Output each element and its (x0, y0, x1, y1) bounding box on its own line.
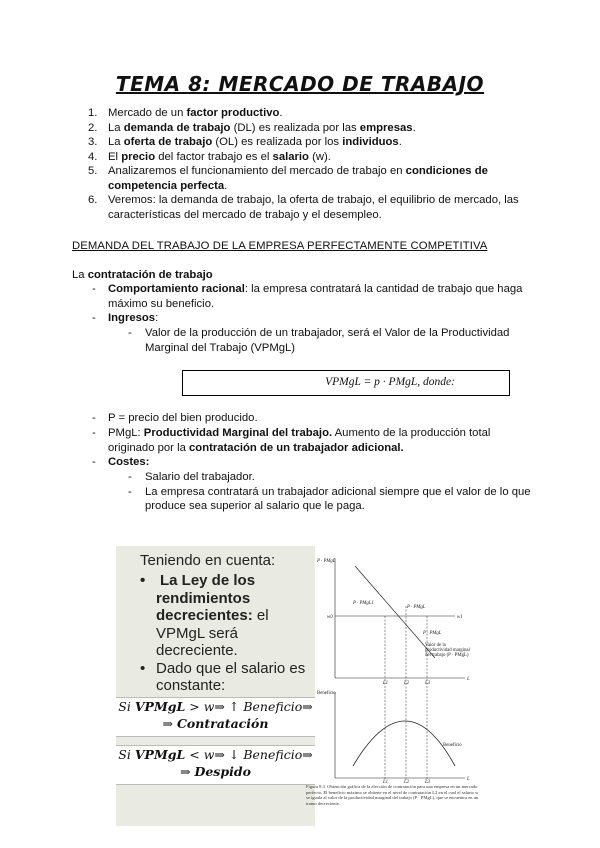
slide-bullet-2-line-1: Dado que el salario es (156, 659, 306, 677)
slide-bullet-1-line-5: decreciente. (156, 642, 238, 659)
list-number-4: 4. (88, 150, 98, 163)
cost-1: Salario del trabajador. (145, 471, 255, 483)
formula-box (182, 370, 510, 396)
section-title: DEMANDA DEL TRABAJO DE LA EMPRESA PERFECTAMENTE COMPETITIVA (72, 240, 488, 252)
w0-label: w0 (327, 615, 333, 620)
rule-hire-arrow: ⇒ (162, 716, 177, 731)
bottom-tick-l2: L2 (404, 780, 410, 785)
rule-fire-rest: < w⇒ ↓ Beneficio⇒ (185, 747, 313, 762)
dash-cost1: - (128, 471, 132, 483)
list-item-4-run-4: (w). (308, 150, 331, 163)
pmgl-line-2 (108, 441, 404, 456)
slide-bullet-1-dot: • (140, 572, 146, 589)
profit-curve (353, 721, 455, 766)
bottom-y-label: Beneficio (317, 691, 336, 696)
slide-bullet-1-line-1: La Ley de los (160, 572, 256, 589)
dash-income: - (92, 312, 96, 324)
bottom-tick-l1: L1 (383, 780, 389, 785)
list-item-5-line-2-run-1: . (224, 179, 228, 192)
top-y-label: P · PMgL (317, 559, 336, 564)
rational-line-2: máximo su beneficio. (108, 297, 215, 310)
list-item-3-run-1: oferta de trabajo (123, 136, 213, 148)
list-item-6-line-2-run-0: características del mercado de trabajo y el desempleo. (108, 208, 382, 221)
vpmgl-curve (355, 566, 435, 658)
list-item-3-run-0: La (108, 136, 124, 148)
slide-decrecientes: decrecientes: (156, 607, 253, 624)
slide-bullet-1-line-4: VPMgL será (156, 624, 238, 642)
rule-hire-line-2 (116, 715, 315, 732)
income-line (108, 311, 158, 326)
list-number-3: 3. (88, 136, 98, 148)
figure-caption: Figura 8.3. Obtención gráfica de la elección de contratación para una empresa en un mercado perfecto. El beneficio máximo se obtiene en el nivel de contratación L2 en el cual el salario w se iguala al valor de la productividad marginal del trabajo (P · PMgL), que se encuentra en un tramo decreciente. (306, 784, 479, 806)
bottom-x-label: L (467, 777, 470, 782)
cost-2-line-2: produce sea superior al salario que le paga. (145, 500, 365, 512)
pmgl-text: Aumento de la producción total (332, 427, 491, 439)
slide-bullet-1-line-3 (156, 607, 269, 625)
list-item-5-line-2 (108, 179, 528, 194)
list-item-2-run-4: . (412, 121, 416, 134)
rule-fire-line-2 (116, 763, 315, 780)
hiring-heading (72, 268, 213, 283)
list-item-5-line-1-run-0: Analizaremos el funcionamiento del mercado de trabajo en (108, 165, 406, 177)
list-item-3-run-2: (OL) es realizada por los (212, 136, 343, 148)
pmgl-prefix: PMgL: (108, 427, 144, 439)
formula-rhs: = p · PMgL, donde: (360, 376, 455, 388)
figure (116, 546, 497, 826)
pmgl-line (108, 426, 538, 441)
curve-desc-3: del trabajo (P · PMgL) (425, 653, 469, 658)
rule-hire-box (116, 697, 315, 737)
rule-hire-line-1 (116, 698, 315, 715)
rational-bold: Comportamiento racional (108, 283, 245, 295)
pmgl-line2-bold: contratación de un trabajador adicional. (189, 441, 404, 454)
list-item-1-run-2: . (279, 107, 283, 119)
income-colon: : (155, 312, 159, 324)
formula-text (325, 376, 455, 388)
pmgl-bold: Productividad Marginal del trabajo. (143, 427, 333, 439)
slide-bullet-2-dot: • (140, 659, 146, 677)
costs-bold: Costes: (108, 456, 150, 468)
cost-2-line-1: La empresa contratará un trabajador adicional siempre que el valor de lo que (145, 485, 531, 498)
slide-panel (116, 546, 315, 826)
list-number-2: 2. (88, 121, 98, 134)
dash-rational: - (92, 283, 96, 295)
slide-el: el (252, 607, 269, 624)
income-sub-2: Marginal del Trabajo (VPMgL) (145, 341, 296, 354)
intersection-label: P · PMgL (407, 605, 426, 610)
income-bold: Ingresos (108, 312, 156, 324)
hiring-prefix: La (72, 269, 88, 281)
rule-hire-result: Contratación (176, 716, 269, 731)
slide-heading: Teniendo en cuenta: (140, 552, 276, 569)
dash-costs: - (92, 456, 96, 468)
vpmgl-left-label: P · PMgL1 (353, 601, 374, 606)
curve-desc-1: Valor de la (425, 643, 446, 648)
dash-pmgl: - (92, 427, 96, 439)
list-item-2-run-1: demanda de trabajo (123, 121, 231, 134)
list-item-3-run-4: . (398, 136, 402, 148)
list-number-5: 5. (88, 165, 98, 177)
w1-label: w1 (457, 615, 463, 620)
p-definition: P = precio del bien producido. (108, 412, 258, 424)
list-item-4-run-3: salario (272, 150, 309, 163)
rule-fire-arrow: ⇒ (180, 764, 195, 779)
top-x-label: L (467, 677, 470, 682)
list-item-2-run-0: La (108, 121, 124, 134)
hiring-bold: contratación de trabajo (87, 269, 213, 281)
list-item-6-line-1-run-0: Veremos: la demanda de trabajo, la oferta de trabajo, el equilibrio de mercado, las (108, 194, 519, 206)
list-item-1-run-0: Mercado de un (108, 107, 187, 119)
list-item-5-line-2-run-0: competencia perfecta (108, 179, 225, 192)
rule-fire-line-1 (116, 746, 315, 763)
dash-cost2: - (128, 485, 132, 498)
curve-desc-2: productividad marginal (425, 648, 470, 653)
bottom-tick-l3: L3 (425, 780, 431, 785)
list-item-5-line-1-run-1: condiciones de (405, 165, 488, 177)
list-item-4-run-0: El (108, 150, 122, 163)
rule-fire-box (116, 745, 315, 785)
list-item-3-run-3: individuos (342, 136, 399, 148)
list-item-5-line-1 (108, 164, 528, 179)
list-item-2 (108, 121, 528, 136)
curve-label: P · PMgL (423, 631, 442, 636)
formula-lhs: VPMgL (325, 376, 361, 388)
rational-line (108, 282, 538, 297)
slide-bullet-1-line-2: rendimientos (156, 589, 251, 607)
list-item-6-line-2 (108, 208, 528, 223)
list-item-2-run-3: empresas (359, 121, 413, 134)
pmgl-line2-a: originado por la (108, 441, 190, 454)
rule-fire-result: Despido (194, 764, 251, 779)
dash-p: - (92, 412, 96, 424)
costs-heading (108, 455, 149, 470)
profit-label: Beneficio (443, 743, 462, 748)
top-tick-l2: L2 (404, 681, 410, 686)
list-item-3 (108, 135, 528, 150)
list-number-1: 1. (88, 107, 98, 119)
slide-bullet-2-line-2: constante: (156, 677, 226, 694)
top-tick-l1: L1 (383, 681, 389, 686)
list-item-4-run-1: precio (121, 150, 156, 163)
rule-fire-vpmgl: VPMgL (134, 747, 186, 762)
dash-income-sub: - (128, 327, 132, 339)
income-sub-1: Valor de la producción de un trabajador, será el Valor de la Productividad (145, 327, 510, 339)
rule-hire-vpmgl: VPMgL (134, 699, 186, 714)
list-number-6: 6. (88, 194, 98, 206)
rule-hire-rest: > w⇒ ↑ Beneficio⇒ (185, 699, 313, 714)
rule-fire-si: Si (118, 747, 135, 762)
page-title: TEMA 8: MERCADO DE TRABAJO (115, 72, 485, 96)
top-tick-l3: L3 (425, 681, 431, 686)
list-item-4-run-2: del factor trabajo es el (155, 150, 273, 163)
rule-hire-si: Si (118, 699, 135, 714)
list-item-6-line-1 (108, 193, 528, 208)
list-item-4 (108, 150, 528, 165)
list-item-2-run-2: (DL) es realizada por las (230, 121, 360, 134)
list-item-1 (108, 106, 528, 121)
list-item-1-run-1: factor productivo (186, 107, 280, 119)
rational-text: : la empresa contratará la cantidad de trabajo que haga (244, 283, 523, 295)
